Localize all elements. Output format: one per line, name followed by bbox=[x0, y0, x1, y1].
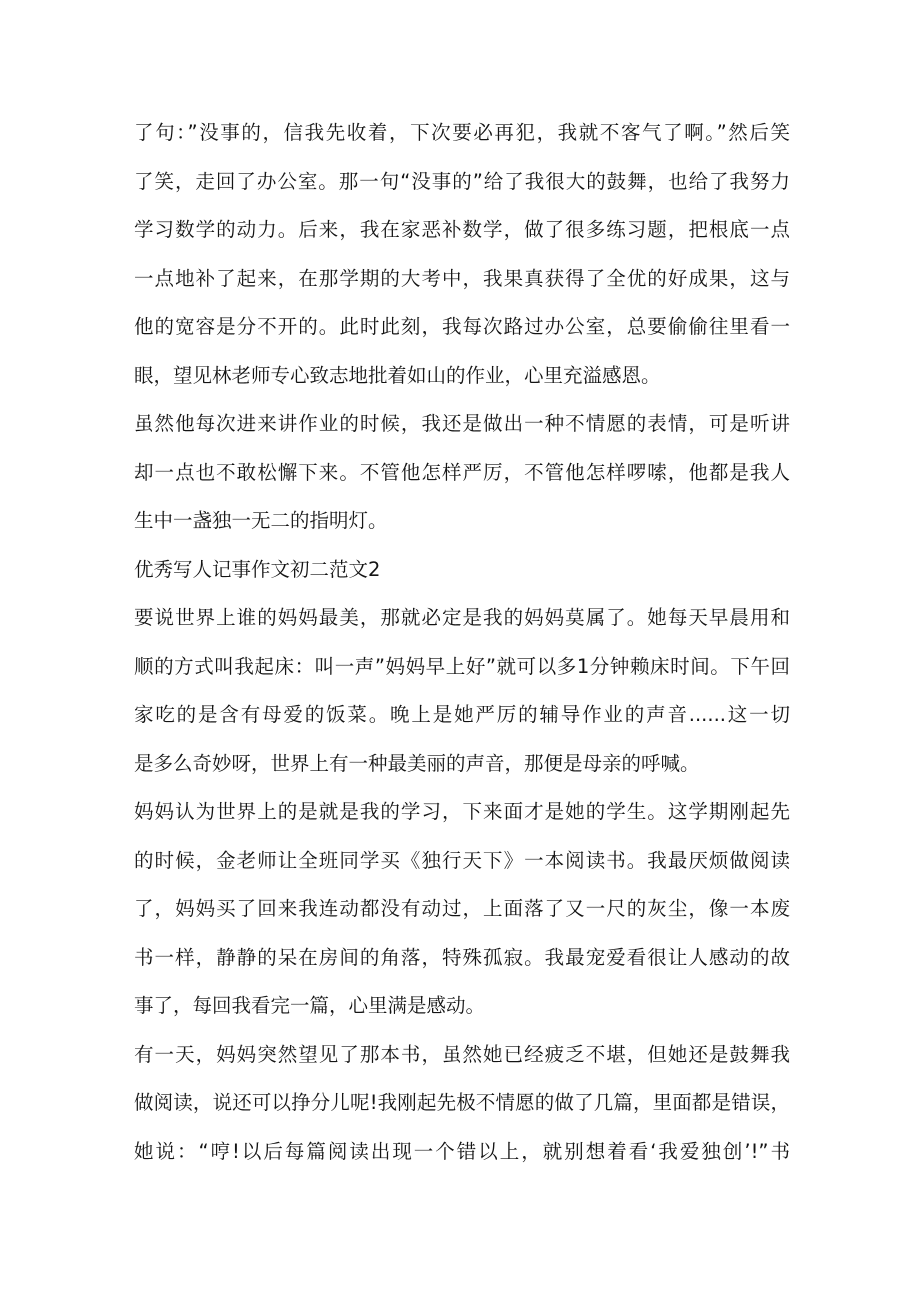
document-page bbox=[134, 109, 790, 1176]
text-line: 是多么奇妙呀，世界上有一种最美丽的声音，那便是母亲的呼喊。 bbox=[134, 751, 700, 775]
text-line: 学习数学的动力。后来，我在家恶补数学，做了很多练习题，把根底一点 bbox=[134, 218, 790, 241]
text-line: 了笑，走回了办公室。那一句“没事的”给了我很大的鼓舞，也给了我努力 bbox=[134, 169, 790, 193]
text-line: 却一点也不敢松懈下来。不管他怎样严厉，不管他怎样啰嗦，他都是我人 bbox=[134, 460, 790, 484]
text-line: 要说世界上谁的妈妈最美，那就必定是我的妈妈莫属了。她每天早晨用和 bbox=[134, 606, 790, 629]
section-heading: 优秀写人记事作文初二范文2 bbox=[134, 557, 381, 581]
text-line: 一点地补了起来，在那学期的大考中，我果真获得了全优的好成果，这与 bbox=[134, 266, 790, 290]
text-line: 妈妈认为世界上的是就是我的学习，下来面才是她的学生。这学期刚起先 bbox=[134, 800, 790, 823]
text-line: 的时候，金老师让全班同学买《独行天下》一本阅读书。我最厌烦做阅读 bbox=[134, 848, 790, 872]
text-line: 了，妈妈买了回来我连动都没有动过，上面落了又一尺的灰尘，像一本废 bbox=[134, 897, 790, 920]
text-line: 眼，望见林老师专心致志地批着如山的作业，心里充溢感恩。 bbox=[134, 363, 661, 387]
text-line: 事了，每回我看完一篇，心里满是感动。 bbox=[134, 994, 486, 1017]
text-line: 家吃的是含有母爱的饭菜。晚上是她严厉的辅导作业的声音......这一切 bbox=[134, 703, 790, 726]
text-line: 她说：“哼!以后每篇阅读出现一个错以上，就别想着看‘我爱独创’!”书 bbox=[134, 1139, 790, 1163]
text-line: 了句：”没事的，信我先收着，下次要必再犯，我就不客气了啊。”然后笑 bbox=[134, 121, 790, 144]
text-line: 书一样，静静的呆在房间的角落，特殊孤寂。我最宠爱看很让人感动的故 bbox=[134, 945, 790, 969]
text-line: 虽然他每次进来讲作业的时候，我还是做出一种不情愿的表情，可是听讲 bbox=[134, 412, 790, 435]
text-line: 做阅读，说还可以挣分儿呢!我刚起先极不情愿的做了几篇，里面都是错误， bbox=[134, 1091, 790, 1114]
text-line: 有一天，妈妈突然望见了那本书，虽然她已经疲乏不堪，但她还是鼓舞我 bbox=[134, 1042, 790, 1066]
text-line: 他的宽容是分不开的。此时此刻，我每次路过办公室，总要偷偷往里看一 bbox=[134, 315, 790, 338]
text-line: 顺的方式叫我起床：叫一声”妈妈早上好”就可以多1分钟赖床时间。下午回 bbox=[134, 654, 790, 678]
text-line: 生中一盏独一无二的指明灯。 bbox=[134, 509, 388, 532]
